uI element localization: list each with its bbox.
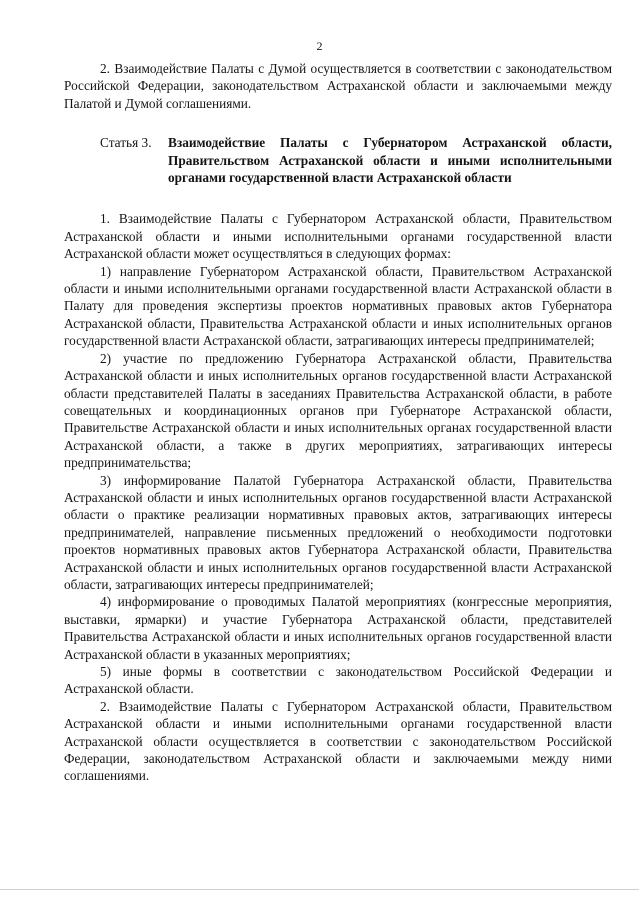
list-item-1: 1) направление Губернатором Астраханской области, Правительством Астраханской области и иными исполнительными органами государственной власти Астраханской области в Палату для проведения экспертизы проектов нормативных правовых актов Губернатора Астраханской области, Правительства Астраханской области и иных исполнительных органов государственной власти Астраханской области, затрагивающих интересы предпринимателей; [64, 263, 612, 349]
footer-divider [0, 889, 639, 890]
page-number: 2 [316, 39, 323, 53]
list-item-4: 4) информирование о проводимых Палатой мероприятиях (конгрессные мероприятия, выставки, ярмарки) и участие Губернатора Астраханской области, представителей Правительства Астраханской области и иных исполнительных органов государственной власти Астраханской области в указанных мероприятиях; [64, 594, 612, 662]
article-number: Статья 3. [100, 135, 152, 151]
list-item-2: 2) участие по предложению Губернатора Астраханской области, Правительства Астраханской области и иных исполнительных органов государственной власти Астраханской области представителей Палаты в заседаниях Правительства Астраханской области, в работе совещательных и координационных органов при Губернаторе Астраханской области, Правительстве Астраханской области и иных исполнительных органах государственной власти Астраханской области, а также в других мероприятиях, затрагивающих интересы предпринимательства; [64, 350, 612, 471]
article-title: Взаимодействие Палаты с Губернатором Астраханской области, Правительством Астраханской области и иными исполнительными органами государственной власти Астраханской области [168, 135, 612, 186]
list-item-5: 5) иные формы в соответствии с законодательством Российской Федерации и Астраханской области. [64, 664, 612, 697]
list-item-3: 3) информирование Палатой Губернатора Астраханской области, Правительства Астраханской области и иных исполнительных органов государственной власти Астраханской области о практике реализации нормативных правовых актов, затрагивающих интересы предпринимателей, направление письменных предложений о необходимости подготовки проектов нормативных правовых актов Губернатора Астраханской области, Правительства Астраханской области и иных исполнительных органов государственной власти Астраханской области, затрагивающих интересы предпринимателей; [64, 472, 612, 592]
paragraph-1: 1. Взаимодействие Палаты с Губернатором Астраханской области, Правительством Астраханской области и иными исполнительными органами государственной власти Астраханской области может осуществляться в следующих формах: [64, 211, 612, 262]
document-body [64, 60, 612, 785]
paragraph-2: 2. Взаимодействие Палаты с Губернатором Астраханской области, Правительством Астраханской области и иными исполнительными органами государственной власти Астраханской области осуществляется в соответствии с законодательством Российской Федерации, законодательством Астраханской области и заключаемыми между ними соглашениями. [64, 698, 612, 784]
intro-paragraph: 2. Взаимодействие Палаты с Думой осуществляется в соответствии с законодательством Российской Федерации, законодательством Астраханской области и заключаемыми между Палатой и Думой соглашениями. [64, 61, 612, 111]
article-heading [64, 134, 612, 186]
